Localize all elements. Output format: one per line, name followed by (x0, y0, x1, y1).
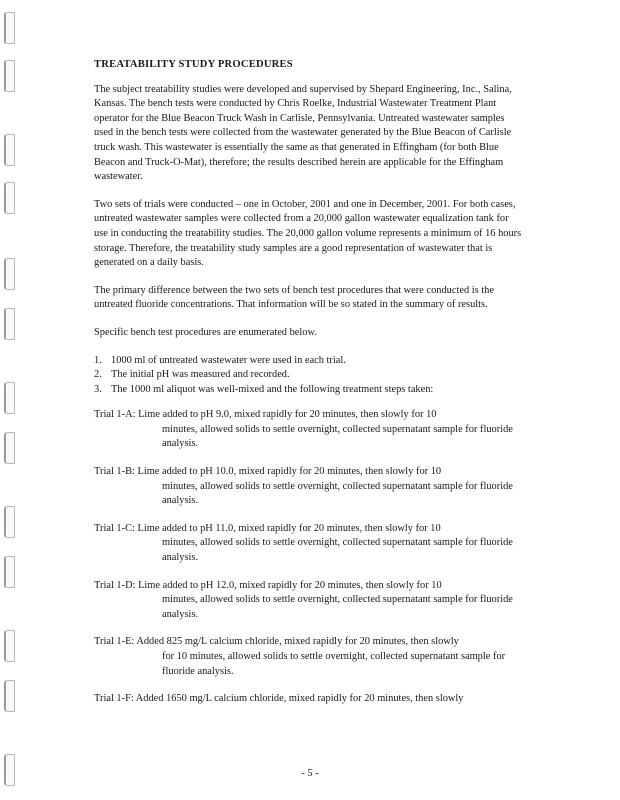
procedure-step (94, 368, 524, 383)
binder-ring (4, 258, 15, 290)
page-number: - 5 - (301, 768, 319, 779)
trial-continuation: minutes, allowed solids to settle overnight, collected supernatant sample for fluoride analysis. (162, 480, 513, 507)
trial-continuation: minutes, allowed solids to settle overnight, collected supernatant sample for fluoride analysis. (162, 594, 513, 620)
step-text: 1000 ml of untreated wastewater were used in each trial. (111, 354, 346, 366)
step-text: The 1000 ml aliquot was well-mixed and the following treatment steps taken: (111, 383, 434, 395)
binder-ring (4, 134, 15, 166)
trial-first-line: Trial 1-C: Lime added to pH 11.0, mixed rapidly for 20 minutes, then slowly for 10 (94, 522, 441, 534)
trial-1b (94, 465, 524, 509)
trial-first-line: Trial 1-E: Added 825 mg/L calcium chloride, mixed rapidly for 20 minutes, then slowly (94, 636, 459, 648)
binder-ring (4, 630, 15, 662)
trial-first-line: Trial 1-D: Lime added to pH 12.0, mixed rapidly for 20 minutes, then slowly for 10 (94, 579, 442, 591)
paragraph-intro: The subject treatability studies were developed and supervised by Shepard Engineering, Inc., Salina, Kansas. The bench tests were conducted by Chris Roelke, Industrial Wastewater Treatment Plant operator for the Blue Beacon Truck Wash in Carlisle, Pennsylvania. Untreated wastewater samples used in the bench tests were collected from the wastewater generated by the Blue Beacon of Carlisle truck wash. This wastewater is essentially the same as that generated in Effingham (for both Blue Beacon and Truck-O-Mat), therefore; the results described herein are applicable for the Effingham wastewater. (94, 83, 512, 183)
trial-first-line: Trial 1-B: Lime added to pH 10.0, mixed rapidly for 20 minutes, then slowly for 10 (94, 466, 442, 478)
step-text: The initial pH was measured and recorded. (111, 369, 290, 381)
trial-1c (94, 522, 524, 566)
procedure-step (94, 354, 524, 369)
trial-first-line: Trial 1-F: Added 1650 mg/L calcium chloride, mixed rapidly for 20 minutes, then slowly (94, 693, 464, 705)
step-number: 1. (94, 354, 102, 366)
paragraph-primary-difference: The primary difference between the two sets of bench test procedures that were conducted is the untreated fluoride concentrations. That information will be so stated in the summary of results. (94, 284, 494, 311)
section-heading: TREATABILITY STUDY PROCEDURES (94, 59, 293, 70)
binder-ring (4, 506, 15, 538)
trial-1d (94, 579, 524, 623)
binder-ring (4, 308, 15, 340)
binder-ring-strip (4, 12, 16, 792)
binder-ring (4, 556, 15, 588)
paragraph-trial-sets: Two sets of trials were conducted – one in October, 2001 and one in December, 2001. For both cases, untreated wastewater samples were collected from a 20,000 gallon wastewater equalization tank for use in conducting the treatability studies. The 20,000 gallon volume represents a minimum of 16 hours storage. Therefore, the treatability study samples are a good representation of wastewater that is generated on a daily basis. (94, 198, 522, 269)
trial-continuation: minutes, allowed solids to settle overnight, collected supernatant sample for fluoride analysis. (162, 537, 513, 564)
binder-ring (4, 182, 15, 214)
trial-continuation: minutes, allowed solids to settle overnight, collected supernatant sample for fluoride analysis. (162, 423, 513, 450)
document-page (94, 58, 524, 720)
step-number: 2. (94, 369, 102, 381)
binder-ring (4, 60, 15, 92)
binder-ring (4, 432, 15, 464)
trial-continuation: for 10 minutes, allowed solids to settle overnight, collected supernatant sample for fluoride analysis. (162, 651, 506, 677)
procedure-step (94, 383, 524, 398)
binder-ring (4, 12, 15, 44)
procedure-steps-list (94, 354, 524, 398)
binder-ring (4, 680, 15, 712)
trial-1f (94, 692, 524, 707)
trial-1a (94, 408, 524, 452)
trial-first-line: Trial 1-A: Lime added to pH 9.0, mixed rapidly for 20 minutes, then slowly for 10 (94, 409, 437, 421)
paragraph-procedures-intro: Specific bench test procedures are enumerated below. (94, 326, 317, 338)
binder-ring (4, 382, 15, 414)
trial-1e (94, 635, 524, 679)
step-number: 3. (94, 383, 102, 395)
